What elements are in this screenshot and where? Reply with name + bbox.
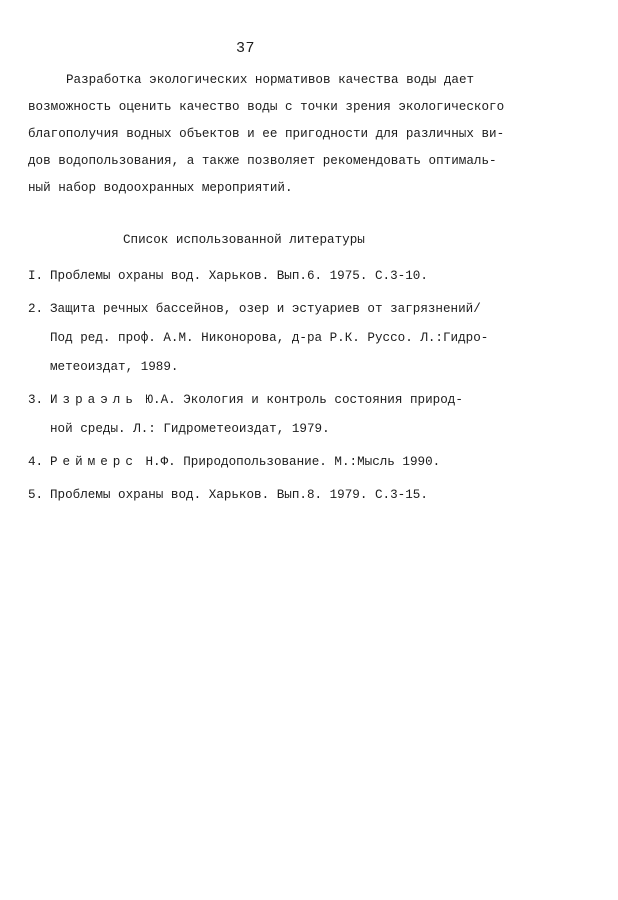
references-list: [28, 262, 588, 510]
paragraph-line: возможность оценить качество воды с точки зрения экологического: [28, 100, 505, 114]
reference-text-continuation: метеоиздат, 1989.: [50, 360, 179, 374]
reference-text: Проблемы охраны вод. Харьков. Вып.8. 1979. С.3-15.: [50, 488, 428, 502]
reference-author: Реймерс: [50, 455, 138, 469]
reference-text: Защита речных бассейнов, озер и эстуариев от загрязнений/: [50, 302, 481, 316]
page-number: 37: [236, 40, 256, 57]
reference-number: 4.: [28, 455, 44, 469]
reference-item: [28, 295, 588, 382]
reference-author: Израэль: [50, 393, 138, 407]
references-title: Список использованной литературы: [123, 233, 365, 247]
reference-number: 2.: [28, 302, 44, 316]
reference-text-continuation: ной среды. Л.: Гидрометеоиздат, 1979.: [50, 422, 330, 436]
paragraph-line: Разработка экологических нормативов качества воды дает: [66, 73, 475, 87]
reference-text: Ю.А. Экология и контроль состояния природ-: [137, 393, 463, 407]
paragraph-line: дов водопользования, а также позволяет рекомендовать оптималь-: [28, 154, 497, 168]
body-paragraph: [28, 67, 558, 202]
reference-text: Проблемы охраны вод. Харьков. Вып.6. 1975. С.3-10.: [50, 269, 428, 283]
reference-item: [28, 481, 588, 510]
paragraph-line: благополучия водных объектов и ее пригодности для различных ви-: [28, 127, 505, 141]
reference-item: [28, 448, 588, 477]
reference-number: 3.: [28, 393, 44, 407]
reference-item: [28, 262, 588, 291]
reference-item: [28, 386, 588, 444]
reference-text: Н.Ф. Природопользование. М.:Мысль 1990.: [137, 455, 441, 469]
paragraph-line: ный набор водоохранных мероприятий.: [28, 181, 293, 195]
reference-number: I.: [28, 269, 44, 283]
reference-text-continuation: Под ред. проф. А.М. Никонорова, д-ра Р.К. Руссо. Л.:Гидро-: [50, 331, 489, 345]
reference-number: 5.: [28, 488, 44, 502]
